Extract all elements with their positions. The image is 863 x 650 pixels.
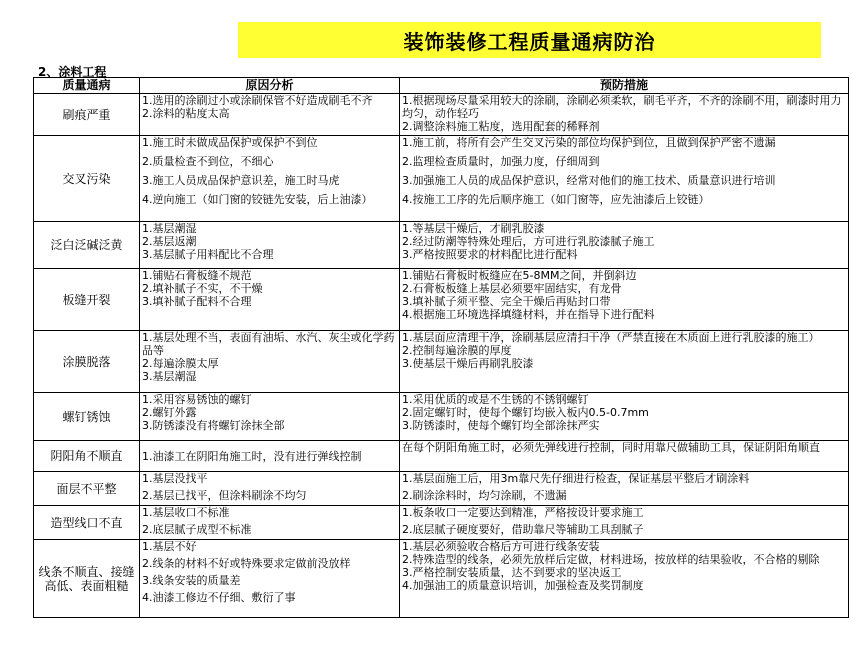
cause-line: 1.选用的涂刷过小或涂刷保管不好造成刷毛不齐 <box>142 94 373 107</box>
measure-line: 1.铺贴石膏板时板缝应在5-8MM之间，并倒斜边 <box>402 269 637 282</box>
measure-cell <box>400 441 849 472</box>
cause-line: 1.基层不好 <box>142 540 197 553</box>
defect-name: 板缝开裂 <box>34 269 140 331</box>
measure-line: 1.根据现场尽量采用较大的涂刷，涂刷必须柔软，刷毛平齐，不齐的涂刷不用，刷漆时用力均匀，动作轻巧 <box>402 94 842 120</box>
measure-cell <box>400 222 849 269</box>
cause-cell <box>140 331 400 393</box>
header-measure: 预防措施 <box>400 78 849 94</box>
cause-line: 2.涂料的粘度太高 <box>142 107 230 120</box>
measure-line: 2.石膏板板缝上基层必须要牢固结实，有龙骨 <box>402 282 622 295</box>
header-cause: 原因分析 <box>140 78 400 94</box>
measure-line: 2.特殊造型的线条，必须先放样后定做，材料进场，按放样的结果验收，不合格的剔除 <box>402 553 820 566</box>
cause-line: 2.底层腻子成型不标准 <box>142 523 252 536</box>
table-row <box>34 506 849 540</box>
cause-line: 2.填补腻子不实，不干燥 <box>142 282 263 295</box>
measure-line: 2.经过防潮等特殊处理后，方可进行乳胶漆腻子施工 <box>402 235 655 248</box>
cause-line: 2.基层返潮 <box>142 235 197 248</box>
cause-line: 4.油漆工修边不仔细、敷衍了事 <box>142 591 296 604</box>
defect-name: 螺钉锈蚀 <box>34 393 140 441</box>
cause-line: 1.油漆工在阴阳角施工时，没有进行弹线控制 <box>142 449 362 463</box>
table-row <box>34 441 849 472</box>
cause-line: 1.基层没找平 <box>142 472 208 485</box>
measure-line: 3.填补腻子须平整、完全干燥后再贴封口带 <box>402 295 611 308</box>
cause-cell <box>140 506 400 540</box>
measure-cell <box>400 136 849 222</box>
cause-line: 2.螺钉外露 <box>142 406 197 419</box>
cause-line: 3.防锈漆没有将螺钉涂抹全部 <box>142 419 285 432</box>
defect-name: 线条不顺直、接缝高低、表面粗糙 <box>34 540 140 618</box>
defect-name: 面层不平整 <box>34 472 140 506</box>
measure-line: 3.加强施工人员的成品保护意识，经常对他们的施工技术、质量意识进行培训 <box>402 174 776 187</box>
cause-line: 3.线条安装的质量差 <box>142 574 241 587</box>
defect-name: 阴阳角不顺直 <box>34 441 140 472</box>
header-defect: 质量通病 <box>34 78 140 94</box>
measure-line: 3.严格控制安装质量，达不到要求的坚决返工 <box>402 566 622 579</box>
table-row <box>34 222 849 269</box>
cause-line: 2.每遍涂膜太厚 <box>142 357 219 370</box>
table-header-row <box>34 78 849 94</box>
cause-line: 1.采用容易锈蚀的螺钉 <box>142 393 252 406</box>
measure-line: 1.基层面应清理干净，涂刷基层应清扫干净（严禁直接在木质面上进行乳胶漆的施工） <box>402 331 820 344</box>
cause-cell <box>140 540 400 618</box>
table-row <box>34 540 849 618</box>
table-row <box>34 136 849 222</box>
measure-line: 4.根据施工环境选择填缝材料，并在指导下进行配料 <box>402 308 655 321</box>
measure-line: 1.施工前，将所有会产生交叉污染的部位均保护到位，且做到保护严密不遗漏 <box>402 136 776 149</box>
cause-line: 4.逆向施工（如门窗的铰链先安装，后上油漆） <box>142 193 373 206</box>
measure-line: 3.严格按照要求的材料配比进行配料 <box>402 248 578 261</box>
measure-cell <box>400 472 849 506</box>
table-row <box>34 472 849 506</box>
quality-defects-table <box>33 77 849 618</box>
measure-cell <box>400 94 849 136</box>
measure-cell <box>400 331 849 393</box>
cause-line: 1.基层处理不当，表面有油垢、水汽、灰尘或化学药品等 <box>142 331 395 357</box>
measure-line: 2.刷涂涂料时，均匀涂刷，不遗漏 <box>402 489 567 502</box>
cause-line: 3.基层潮湿 <box>142 370 197 383</box>
cause-cell <box>140 472 400 506</box>
defect-name: 泛白泛碱泛黄 <box>34 222 140 269</box>
measure-cell <box>400 269 849 331</box>
measure-line: 1.基层面施工后，用3m靠尺先仔细进行检查，保证基层平整后才刷涂料 <box>402 472 750 485</box>
cause-cell <box>140 393 400 441</box>
measure-line: 2.底层腻子硬度要好，借助靠尺等辅助工具刮腻子 <box>402 523 644 536</box>
table-row <box>34 94 849 136</box>
cause-cell <box>140 94 400 136</box>
cause-line: 3.施工人员成品保护意识差，施工时马虎 <box>142 174 340 187</box>
cause-line: 2.线条的材料不好或特殊要求定做前没放样 <box>142 557 351 570</box>
cause-cell <box>140 222 400 269</box>
defect-name: 涂膜脱落 <box>34 331 140 393</box>
measure-cell <box>400 393 849 441</box>
measure-line: 3.防锈漆时，使每个螺钉均全部涂抹严实 <box>402 419 600 432</box>
measure-line: 在每个阴阳角施工时，必须先弹线进行控制，同时用靠尺做辅助工具，保证阴阳角顺直 <box>402 441 820 454</box>
measure-line: 4.加强油工的质量意识培训，加强检查及奖罚制度 <box>402 579 644 592</box>
measure-line: 2.调整涂料施工粘度，选用配套的稀释剂 <box>402 120 600 133</box>
document-title: 装饰装修工程质量通病防治 <box>403 29 656 54</box>
cause-line: 1.基层潮湿 <box>142 222 197 235</box>
measure-line: 2.固定螺钉时，使每个螺钉均嵌入板内0.5-0.7mm <box>402 406 649 419</box>
section-heading: 2、涂料工程 <box>38 65 107 79</box>
cause-cell <box>140 269 400 331</box>
cause-line: 2.基层已找平，但涂料刷涂不均匀 <box>142 489 307 502</box>
table-row <box>34 393 849 441</box>
defect-name: 交叉污染 <box>34 136 140 222</box>
cause-line: 3.基层腻子用料配比不合理 <box>142 248 274 261</box>
cause-cell <box>140 136 400 222</box>
cause-line: 1.铺贴石膏板缝不规范 <box>142 269 252 282</box>
defect-name: 刷痕严重 <box>34 94 140 136</box>
title-banner <box>238 22 821 58</box>
measure-cell <box>400 540 849 618</box>
cause-line: 3.填补腻子配料不合理 <box>142 295 252 308</box>
cause-cell <box>140 441 400 472</box>
measure-line: 1.采用优质的或是不生锈的不锈钢螺钉 <box>402 393 589 406</box>
measure-line: 2.监理检查质量时，加强力度，仔细周到 <box>402 155 600 168</box>
measure-line: 4.按施工工序的先后顺序施工（如门窗等，应先油漆后上铰链） <box>402 193 710 206</box>
cause-line: 2.质量检查不到位，不细心 <box>142 155 274 168</box>
table-row <box>34 269 849 331</box>
table-row <box>34 331 849 393</box>
measure-line: 3.使基层干燥后再刷乳胶漆 <box>402 357 534 370</box>
cause-line: 1.施工时未做成品保护或保护不到位 <box>142 136 318 149</box>
measure-line: 2.控制每遍涂膜的厚度 <box>402 344 512 357</box>
measure-cell <box>400 506 849 540</box>
measure-line: 1.板条收口一定要达到精准，严格按设计要求施工 <box>402 506 644 519</box>
measure-line: 1.基层必须验收合格后方可进行线条安装 <box>402 540 600 553</box>
measure-line: 1.等基层干燥后，才刷乳胶漆 <box>402 222 545 235</box>
defect-name: 造型线口不直 <box>34 506 140 540</box>
cause-line: 1.基层收口不标准 <box>142 506 230 519</box>
